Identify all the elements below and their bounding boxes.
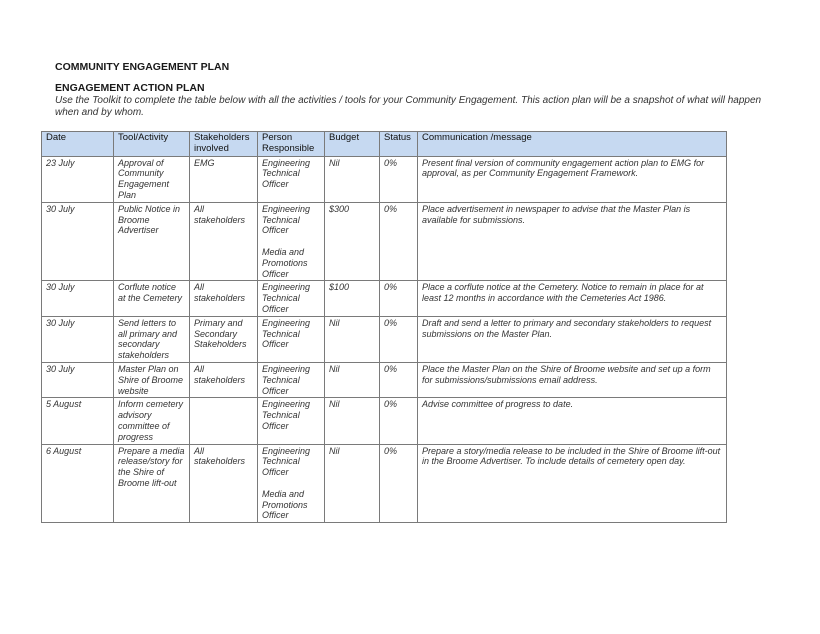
cell-communication-text: Draft and send a letter to primary and secondary stakeholders to request submissions on the Master Plan. xyxy=(422,317,712,339)
cell-communication-text: Place a corflute notice at the Cemetery. Notice to remain in place for at least 12 months in accordance with the Cemeteries Act 1986. xyxy=(422,282,704,304)
cell-communication xyxy=(418,316,727,362)
cell-budget xyxy=(325,281,380,316)
cell-tool-text: Prepare a media release/story for the Shire of Broome lift-out xyxy=(118,445,185,488)
cell-communication xyxy=(418,156,727,202)
cell-budget-text: Nil xyxy=(329,157,340,168)
cell-date xyxy=(42,398,114,444)
cell-status-text: 0% xyxy=(384,445,398,456)
cell-stakeholders-text: All stakeholders xyxy=(194,203,246,225)
cell-communication-text: Prepare a story/media release to be included in the Shire of Broome lift-out in the Broome Advertiser. To include details of cemetery open day. xyxy=(422,445,721,467)
header-communication: Communication /message xyxy=(418,132,727,157)
cell-communication-text: Place the Master Plan on the Shire of Broome website and set up a form for submissions/submissions email address. xyxy=(422,363,711,385)
cell-stakeholders xyxy=(190,202,258,281)
table-row xyxy=(42,362,727,397)
cell-tool-text: Approval of Community Engagement Plan xyxy=(118,157,170,200)
header-status: Status xyxy=(380,132,418,157)
cell-date xyxy=(42,281,114,316)
cell-person-text: Engineering Technical Officer xyxy=(262,157,311,190)
cell-stakeholders xyxy=(190,398,258,444)
cell-tool xyxy=(114,444,190,523)
cell-status xyxy=(380,281,418,316)
cell-person xyxy=(258,444,325,523)
cell-communication xyxy=(418,362,727,397)
cell-communication xyxy=(418,398,727,444)
cell-status xyxy=(380,444,418,523)
cell-person xyxy=(258,202,325,281)
cell-tool-text: Inform cemetery advisory committee of progress xyxy=(118,399,184,442)
action-plan-table xyxy=(41,131,727,523)
cell-budget-text: $100 xyxy=(329,282,350,293)
cell-tool-text: Send letters to all primary and secondary stakeholders xyxy=(118,317,178,361)
cell-communication-text: Present final version of community engagement action plan to EMG for approval, as per Community Engagement Framework. xyxy=(422,157,705,179)
cell-stakeholders xyxy=(190,444,258,523)
table-row xyxy=(42,444,727,523)
cell-budget-text: Nil xyxy=(329,445,340,456)
cell-tool xyxy=(114,281,190,316)
table-header-row xyxy=(42,132,727,157)
cell-tool-text: Public Notice in Broome Advertiser xyxy=(118,203,181,236)
cell-person-text: Engineering Technical Officer Media and Promotions Officer xyxy=(262,445,311,521)
cell-status xyxy=(380,362,418,397)
cell-date-text: 6 August xyxy=(46,445,82,456)
cell-status xyxy=(380,398,418,444)
cell-date xyxy=(42,316,114,362)
cell-budget xyxy=(325,398,380,444)
cell-status-text: 0% xyxy=(384,157,398,168)
cell-status-text: 0% xyxy=(384,363,398,374)
document-title: COMMUNITY ENGAGEMENT PLAN xyxy=(55,61,230,73)
cell-person-text: Engineering Technical Officer Media and Promotions Officer xyxy=(262,203,311,279)
cell-status-text: 0% xyxy=(384,399,398,410)
cell-budget-text: Nil xyxy=(329,363,340,374)
cell-person xyxy=(258,362,325,397)
header-budget: Budget xyxy=(325,132,380,157)
intro-text: Use the Toolkit to complete the table below with all the activities / tools for your Community Engagement. This action plan will be a snapshot of what will happen when and by whom. xyxy=(55,95,762,118)
table-row xyxy=(42,398,727,444)
table-row xyxy=(42,316,727,362)
cell-tool xyxy=(114,398,190,444)
header-stakeholders: Stakeholders involved xyxy=(190,132,258,157)
cell-communication xyxy=(418,202,727,281)
cell-tool xyxy=(114,316,190,362)
section-title: ENGAGEMENT ACTION PLAN xyxy=(55,82,205,94)
cell-person xyxy=(258,316,325,362)
cell-stakeholders xyxy=(190,316,258,362)
cell-tool-text: Master Plan on Shire of Broome website xyxy=(118,363,184,396)
cell-person-text: Engineering Technical Officer xyxy=(262,363,311,396)
cell-person-text: Engineering Technical Officer xyxy=(262,282,311,314)
cell-communication xyxy=(418,281,727,316)
cell-budget-text: $300 xyxy=(329,203,350,214)
cell-budget xyxy=(325,156,380,202)
cell-budget-text: Nil xyxy=(329,399,340,410)
cell-person xyxy=(258,156,325,202)
cell-stakeholders xyxy=(190,362,258,397)
cell-budget-text: Nil xyxy=(329,317,340,328)
cell-communication xyxy=(418,444,727,523)
cell-stakeholders-text: All stakeholders xyxy=(194,282,246,304)
table-row xyxy=(42,156,727,202)
cell-stakeholders xyxy=(190,281,258,316)
header-person: Person Responsible xyxy=(258,132,325,157)
cell-status xyxy=(380,156,418,202)
cell-date-text: 30 July xyxy=(46,282,75,293)
cell-status-text: 0% xyxy=(384,317,398,328)
cell-budget xyxy=(325,444,380,523)
cell-stakeholders-text: All stakeholders xyxy=(194,363,246,385)
cell-stakeholders-text: All stakeholders xyxy=(194,445,246,467)
table-row xyxy=(42,281,727,316)
cell-tool-text: Corflute notice at the Cemetery xyxy=(118,282,183,304)
cell-budget xyxy=(325,362,380,397)
cell-date-text: 23 July xyxy=(46,157,75,168)
cell-status xyxy=(380,202,418,281)
cell-status-text: 0% xyxy=(384,203,398,214)
cell-tool xyxy=(114,156,190,202)
cell-stakeholders-text: EMG xyxy=(194,157,215,168)
cell-date xyxy=(42,156,114,202)
cell-person-text: Engineering Technical Officer xyxy=(262,317,311,350)
cell-date xyxy=(42,444,114,523)
table-row xyxy=(42,202,727,281)
cell-date-text: 30 July xyxy=(46,317,75,328)
header-tool: Tool/Activity xyxy=(114,132,190,157)
cell-budget xyxy=(325,202,380,281)
cell-tool xyxy=(114,362,190,397)
cell-person-text: Engineering Technical Officer xyxy=(262,399,311,431)
cell-communication-text: Place advertisement in newspaper to advise that the Master Plan is available for submissions. xyxy=(422,203,691,225)
cell-stakeholders-text: Primary and Secondary Stakeholders xyxy=(194,317,247,350)
cell-tool xyxy=(114,202,190,281)
cell-date-text: 30 July xyxy=(46,203,75,214)
cell-person xyxy=(258,398,325,444)
cell-date xyxy=(42,362,114,397)
table-body xyxy=(42,156,727,523)
cell-date-text: 30 July xyxy=(46,363,75,374)
cell-status xyxy=(380,316,418,362)
header-date: Date xyxy=(42,132,114,157)
cell-budget xyxy=(325,316,380,362)
cell-status-text: 0% xyxy=(384,282,398,293)
cell-stakeholders xyxy=(190,156,258,202)
cell-date xyxy=(42,202,114,281)
cell-person xyxy=(258,281,325,316)
cell-communication-text: Advise committee of progress to date. xyxy=(422,399,574,410)
cell-date-text: 5 August xyxy=(46,399,82,410)
